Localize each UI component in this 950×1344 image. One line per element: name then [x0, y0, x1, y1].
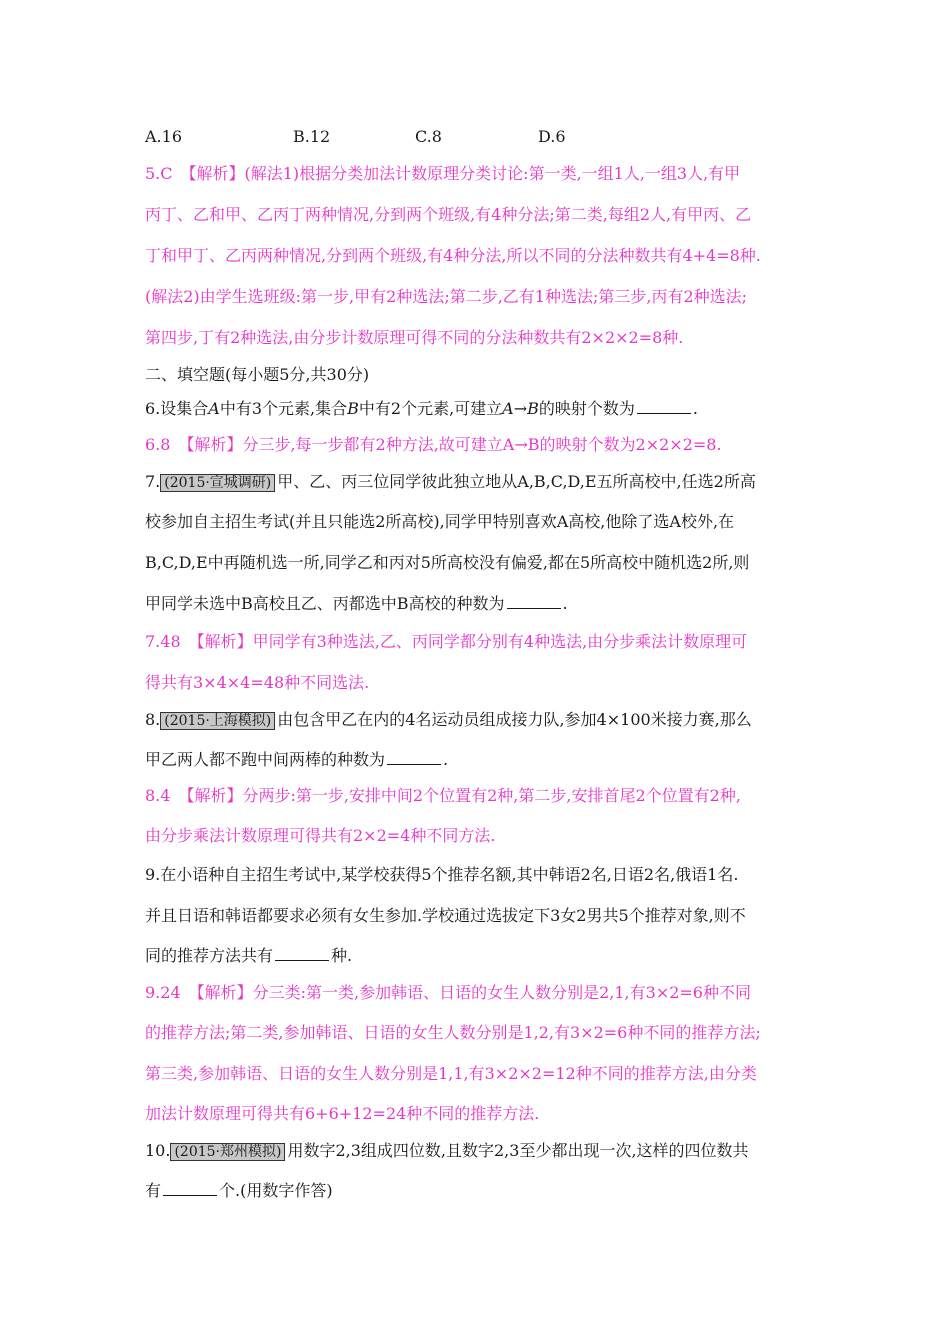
q6-set-b: B	[347, 399, 359, 418]
q6-end: .	[692, 399, 698, 418]
q9-answer-line-1: 9.24 【解析】分三类:第一类,参加韩语、日语的女生人数分别是2,1,有3×2=6种不同	[145, 983, 751, 1002]
question-10-line-2	[145, 1181, 333, 1201]
question-8-line-2	[145, 750, 448, 770]
question-7-line-3: B,C,D,E中再随机选一所,同学乙和丙对5所高校没有偏爱,都在5所高校中随机选2所,则	[145, 553, 750, 572]
q9-answer-line-3: 第三类,参加韩语、日语的女生人数分别是1,1,有3×2×2=12种不同的推荐方法,由分类	[145, 1064, 757, 1083]
q7-answer-blank[interactable]	[507, 594, 561, 609]
q8-number: 8.	[145, 710, 161, 729]
option-d: D.6	[538, 127, 566, 146]
q9-text-3: 同的推荐方法共有	[145, 946, 274, 965]
q7-answer-line-1: 7.48 【解析】甲同学有3种选法,乙、丙同学都分别有4种选法,由分步乘法计数原理可	[145, 632, 748, 651]
q8-text-1: 由包含甲乙在内的4名运动员组成接力队,参加4×100米接力赛,那么	[277, 710, 752, 729]
q7-source-tag: (2015·宣城调研)	[160, 474, 275, 492]
question-7-line-4	[145, 594, 568, 614]
q10-prefix: 有	[145, 1181, 162, 1200]
q5-answer-line-4: (解法2)由学生选班级:第一步,甲有2种选法;第二步,乙有1种选法;第三步,丙有2种选法;	[145, 287, 748, 306]
question-8-line-1	[145, 710, 752, 730]
q7-text-4: 甲同学未选中B高校且乙、丙都选中B高校的种数为	[145, 594, 505, 613]
q6-set-a: A	[208, 399, 220, 418]
q6-prefix: 6.设集合	[145, 399, 209, 418]
q9-end: 种.	[331, 946, 353, 965]
option-a: A.16	[145, 127, 182, 146]
q6-answer: 6.8 【解析】分三步,每一步都有2种方法,故可建立A→B的映射个数为2×2×2=8.	[145, 435, 722, 454]
q5-answer-line-3: 丁和甲丁、乙丙两种情况,分到两个班级,有4种分法,所以不同的分法种数共有4+4=8种.	[145, 246, 761, 265]
q8-answer-line-1: 8.4 【解析】分两步:第一步,安排中间2个位置有2种,第二步,安排首尾2个位置有2种,	[145, 786, 741, 805]
q6-map: A→B	[502, 399, 539, 418]
q9-answer-blank[interactable]	[275, 946, 329, 961]
q7-answer-line-2: 得共有3×4×4=48种不同选法.	[145, 673, 370, 692]
q10-suffix: 个.(用数字作答)	[219, 1181, 333, 1200]
q7-text-1: 甲、乙、丙三位同学彼此独立地从A,B,C,D,E五所高校中,任选2所高	[277, 472, 756, 491]
q8-source-tag: (2015·上海模拟)	[160, 712, 275, 730]
question-9-line-2: 并且日语和韩语都要求必须有女生参加.学校通过选拔定下3女2男共5个推荐对象,则不	[145, 906, 746, 925]
option-c: C.8	[415, 127, 442, 146]
option-b: B.12	[293, 127, 331, 146]
q7-end: .	[562, 594, 568, 613]
q7-number: 7.	[145, 472, 161, 491]
question-7-line-2: 校参加自主招生考试(并且只能选2所高校),同学甲特别喜欢A高校,他除了选A校外,在	[145, 512, 735, 531]
q5-answer-line-2: 丙丁、乙和甲、乙丙丁两种情况,分到两个班级,有4种分法;第二类,每组2人,有甲丙、乙	[145, 205, 752, 224]
q6-mid2: 中有2个元素,可建立	[358, 399, 503, 418]
q8-end: .	[443, 750, 449, 769]
question-9-line-1: 9.在小语种自主招生考试中,某学校获得5个推荐名额,其中韩语2名,日语2名,俄语1名.	[145, 865, 739, 884]
q8-answer-blank[interactable]	[387, 750, 441, 765]
q8-text-2: 甲乙两人都不跑中间两棒的种数为	[145, 750, 386, 769]
section-heading: 二、填空题(每小题5分,共30分)	[145, 365, 370, 384]
q9-answer-line-2: 的推荐方法;第二类,参加韩语、日语的女生人数分别是1,2,有3×2=6种不同的推荐方法;	[145, 1023, 761, 1042]
q9-answer-line-4: 加法计数原理可得共有6+6+12=24种不同的推荐方法.	[145, 1104, 540, 1123]
q5-answer-line-5: 第四步,丁有2种选法,由分步计数原理可得不同的分法种数共有2×2×2=8种.	[145, 328, 684, 347]
q5-answer-line-1: 5.C 【解析】(解法1)根据分类加法计数原理分类讨论:第一类,一组1人,一组3人,有甲	[145, 164, 741, 183]
q6-mid1: 中有3个元素,集合	[219, 399, 348, 418]
question-10-line-1	[145, 1141, 749, 1161]
q6-answer-blank[interactable]	[637, 399, 691, 414]
q4-options	[145, 127, 566, 147]
q10-answer-blank[interactable]	[163, 1181, 217, 1196]
q6-suffix: 的映射个数为	[538, 399, 635, 418]
q10-text-1: 用数字2,3组成四位数,且数字2,3至少都出现一次,这样的四位数共	[287, 1141, 749, 1160]
q10-source-tag: (2015·郑州模拟)	[170, 1143, 285, 1161]
q8-answer-line-2: 由分步乘法计数原理可得共有2×2=4种不同方法.	[145, 826, 496, 845]
q10-number: 10.	[145, 1141, 171, 1160]
question-9-line-3	[145, 946, 352, 966]
question-6	[145, 399, 698, 419]
question-7-line-1	[145, 472, 756, 492]
